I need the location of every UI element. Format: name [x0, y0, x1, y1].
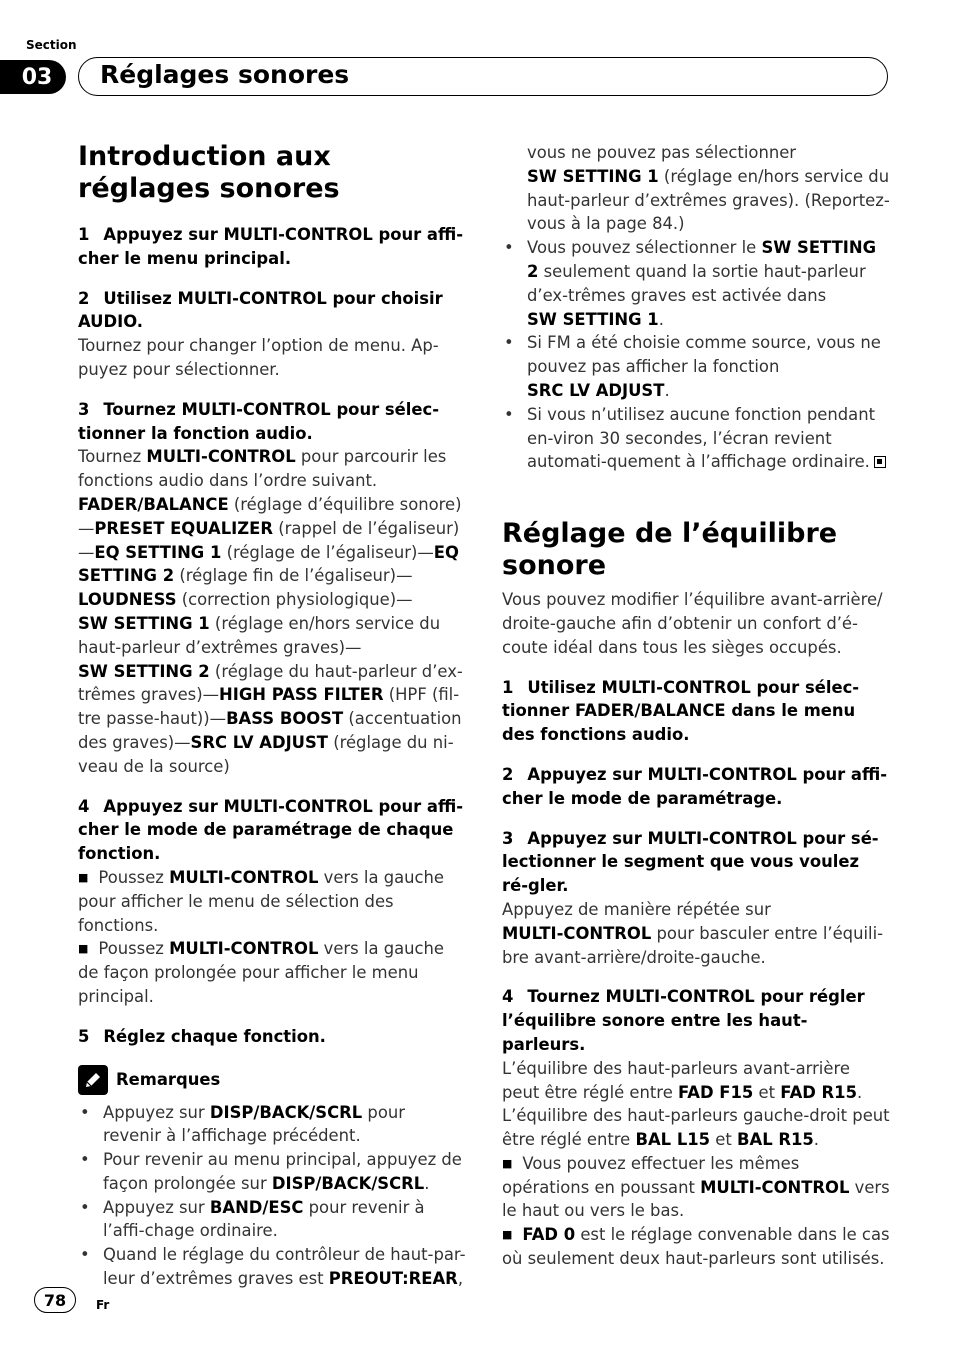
remark-1: • Appuyez sur DISP/BACK/SCRL pour revenir à l’affichage précédent. — [78, 1101, 466, 1149]
balance-step-2: 2 Appuyez sur MULTI-CONTROL pour affi-cher le mode de paramétrage. — [502, 764, 888, 808]
balance-step-4: 4 Tournez MULTI-CONTROL pour régler l’équilibre sonore entre les haut-parleurs. — [502, 987, 865, 1054]
square-bullet-icon: ■ — [502, 1156, 513, 1170]
step-4-note-1: ■ Poussez MULTI-CONTROL vers la gauche pour afficher le menu de sélection des fonctions. — [78, 867, 445, 935]
step-3: 3 Tournez MULTI-CONTROL pour sélec-tionner la fonction audio. — [78, 399, 440, 443]
page-title: Réglages sonores — [100, 60, 350, 89]
balance-step-3: 3 Appuyez sur MULTI-CONTROL pour sé-lectionner le segment que vous voulez ré-gler. — [502, 828, 879, 896]
section-label: Section — [26, 38, 77, 52]
remark-3: • Appuyez sur BAND/ESC pour revenir à l’affi-chage ordinaire. — [78, 1196, 466, 1244]
remark-7: • Si vous n’utilisez aucune fonction pendant en-viron 30 secondes, l’écran revient automati-quement à l’affichage ordinaire. — [502, 403, 890, 474]
step-3-body: Tournez MULTI-CONTROL pour parcourir les fonctions audio dans l’ordre suivant. FADER/BALANCE (réglage d’équilibre sonore) —PRESET EQUALIZER (rappel de l’égaliseur) —EQ SETTING 1 (réglage de l’égaliseur)—EQ SETTING 2 (réglage fin de l’égaliseur)—LOUDNESS (correction physiologique)— SW SETTING 1 (réglage en/hors service du haut-parleur d’extrêmes graves)— SW SETTING 2 (réglage du haut-parleur d’ex-trêmes graves)—HIGH PASS FILTER (HPF (fil-tre passe-haut))—BASS BOOST (accentuation des graves)—SRC LV ADJUST (réglage du ni-veau de la source) — [78, 447, 463, 776]
step-5: 5 Réglez chaque fonction. — [78, 1026, 326, 1046]
remarks-header — [78, 1065, 466, 1095]
step-4-note-2: ■ Poussez MULTI-CONTROL vers la gauche de façon prolongée pour afficher le menu principal. — [78, 939, 445, 1006]
step-1: 1 Appuyez sur MULTI-CONTROL pour affi-cher le menu principal. — [78, 225, 464, 268]
section-heading-balance: Réglage de l’équilibre sonore — [502, 518, 838, 582]
pencil-note-icon — [78, 1065, 108, 1095]
step-2-body: Tournez pour changer l’option de menu. Ap-puyez pour sélectionner. — [78, 336, 439, 379]
section-number-badge: 03 — [0, 60, 66, 94]
step-2: 2 Utilisez MULTI-CONTROL pour choisir AUDIO. — [78, 288, 443, 332]
balance-note-1: ■ Vous pouvez effectuer les mêmes opérations en poussant MULTI-CONTROL vers le haut ou vers le bas. — [502, 1153, 890, 1221]
end-mark-icon — [874, 456, 886, 468]
remark-6: • Si FM a été choisie comme source, vous ne pouvez pas afficher la fonction SRC LV ADJUST. — [502, 331, 890, 402]
right-column — [502, 141, 890, 1271]
remark-2: • Pour revenir au menu principal, appuyez de façon prolongée sur DISP/BACK/SCRL. — [78, 1148, 466, 1196]
remark-5: • Vous pouvez sélectionner le SW SETTING 2 seulement quand la sortie haut-parleur d’ex-trêmes graves est activée dans SW SETTING 1. — [502, 236, 890, 331]
language-code: Fr — [96, 1298, 110, 1312]
remark-4-continued: vous ne pouvez pas sélectionner SW SETTING 1 (réglage en/hors service du haut-parleur d’extrêmes graves). (Reportez-vous à la page 84.) — [527, 143, 890, 234]
left-column — [78, 141, 466, 1291]
balance-step-1: 1 Utilisez MULTI-CONTROL pour sélec-tionner FADER/BALANCE dans le menu des fonctions audio. — [502, 677, 860, 745]
remarks-label: Remarques — [116, 1069, 221, 1089]
balance-intro: Vous pouvez modifier l’équilibre avant-arrière/ droite-gauche afin d’obtenir un confort d’é-coute idéal dans tous les sièges occupés. — [502, 590, 883, 657]
section-heading-intro: Introduction aux réglages sonores — [78, 141, 340, 204]
balance-step-4-body: L’équilibre des haut-parleurs avant-arrière peut être réglé entre FAD F15 et FAD R15. L’équilibre des haut-parleurs gauche-droit peut être réglé entre BAL L15 et BAL R15. — [502, 1058, 890, 1150]
square-bullet-icon: ■ — [78, 942, 89, 956]
remark-4: • Quand le réglage du contrôleur de haut-par-leur d’extrêmes graves est PREOUT:REAR, — [78, 1243, 466, 1291]
square-bullet-icon: ■ — [502, 1228, 513, 1242]
step-4: 4 Appuyez sur MULTI-CONTROL pour affi-cher le mode de paramétrage de chaque fonction. — [78, 796, 464, 864]
balance-step-3-body: Appuyez de manière répétée sur MULTI-CONTROL pour basculer entre l’équili-bre avant-arrière/droite-gauche. — [502, 899, 884, 967]
page-number: 78 — [34, 1287, 76, 1313]
balance-note-2: ■ FAD 0 est le réglage convenable dans le cas où seulement deux haut-parleurs sont utilisés. — [502, 1225, 890, 1269]
square-bullet-icon: ■ — [78, 870, 89, 884]
